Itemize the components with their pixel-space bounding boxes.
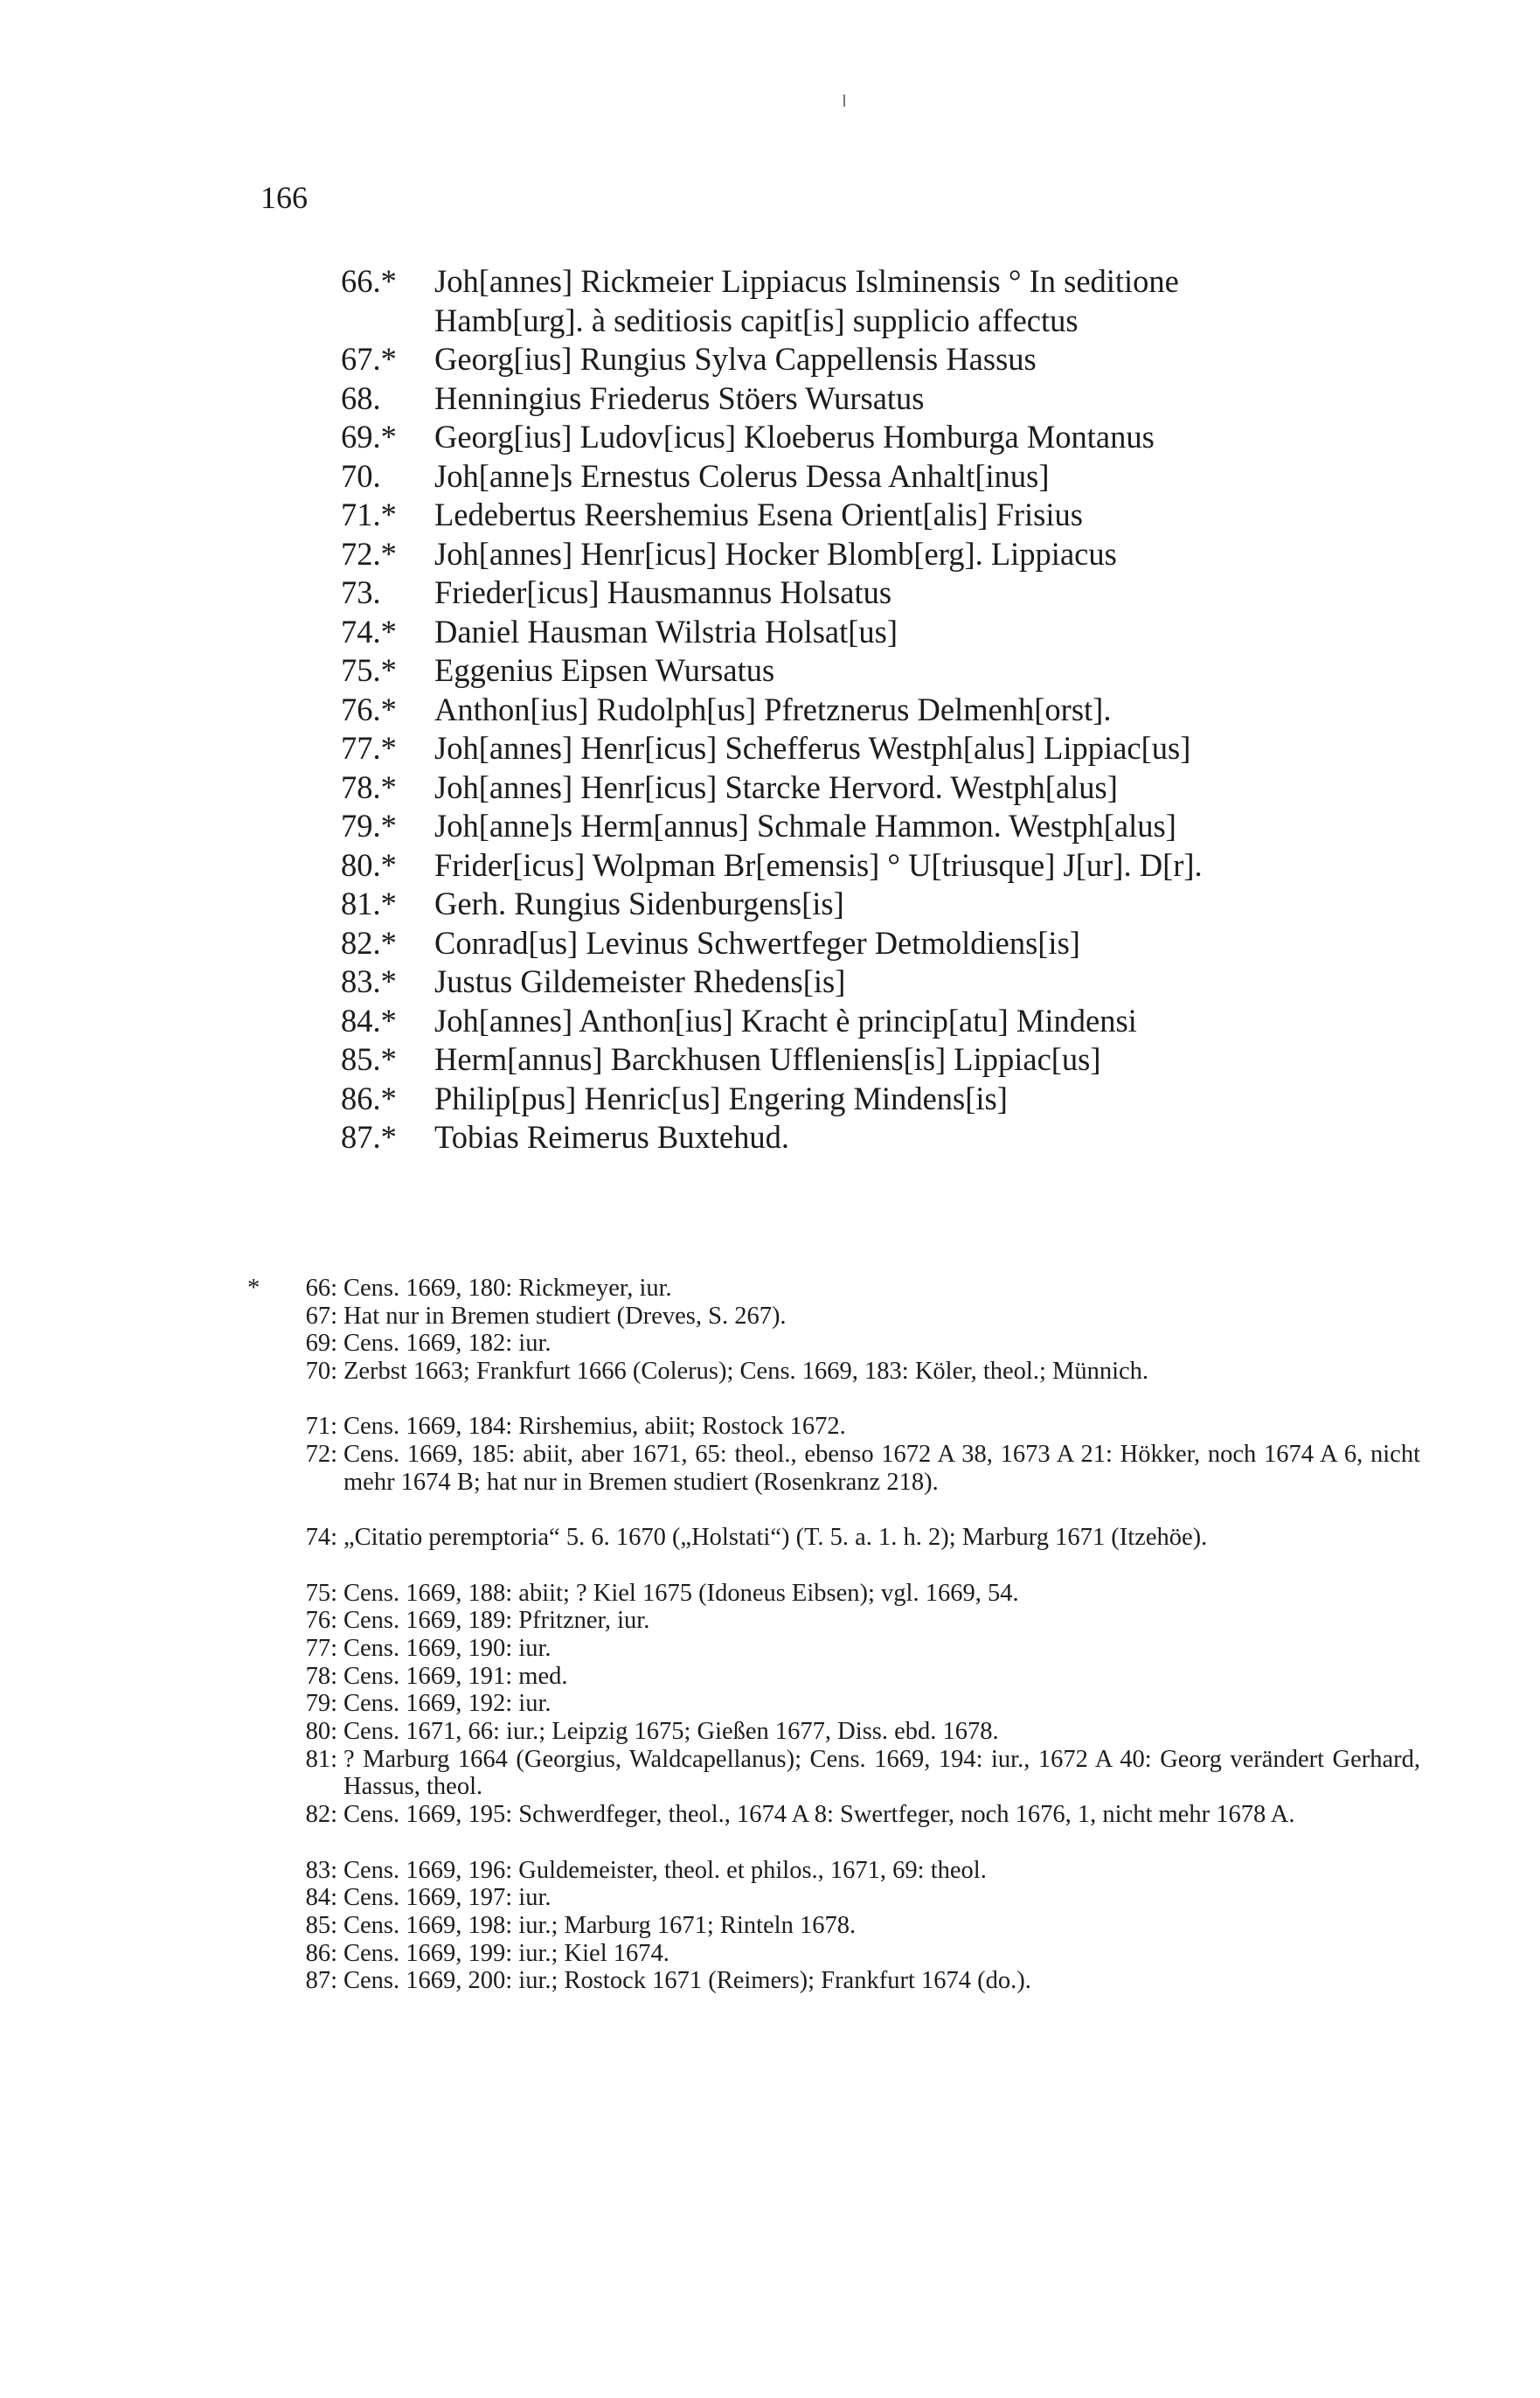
entry-line: Justus Gildemeister Rhedens[is] [434,963,846,999]
footnote [0,1801,1540,1856]
entry-line: Joh[annes] Rickmeier Lippiacus Islminensis ° In seditione [434,263,1179,299]
list-item [0,807,1540,846]
entry-text [434,457,1050,497]
footnote [0,1857,1540,1885]
footnote [0,1275,1540,1303]
footnote-text: Cens. 1669, 196: Guldemeister, theol. et philos., 1671, 69: theol. [343,1856,987,1884]
footnote-text: Cens. 1669, 184: Rirshemius, abiit; Rostock 1672. [343,1413,846,1441]
footnote-number: 76: [305,1607,337,1635]
footnote [0,1635,1540,1663]
entry-text [434,807,1176,846]
entry-number: 80.* [341,846,397,883]
list-item [0,573,1540,613]
entry-text [434,340,1037,379]
list-item [0,1040,1540,1080]
entry-text [434,573,891,613]
footnote [0,1413,1540,1441]
entry-line: Gerh. Rungius Sidenburgens[is] [434,886,844,921]
footnote-number: 77: [305,1635,337,1662]
footnote-number: 82: [305,1801,337,1829]
footnote [0,1967,1540,1995]
footnote-number: 81: [305,1745,337,1773]
entry-line: Herm[annus] Barckhusen Uffleniens[is] Lippiac[us] [434,1041,1101,1077]
entry-text [434,1118,789,1157]
list-item [0,1118,1540,1157]
footnote-text: Cens. 1669, 182: iur. [343,1330,551,1358]
entry-line: Frieder[icus] Hausmannus Holsatus [434,574,892,610]
entry-text [434,262,1179,340]
entry-text [434,379,925,419]
footnote-text: Cens. 1669, 199: iur.; Kiel 1674. [343,1939,669,1967]
footnote-number: 78: [305,1662,337,1690]
entry-number: 83.* [341,963,397,999]
entry-text [434,846,1203,886]
footnote [0,1358,1540,1413]
entry-number: 86.* [341,1080,397,1116]
entry-number: 72.* [341,535,397,572]
list-item [0,691,1540,730]
footnote-text: Cens. 1669, 192: iur. [343,1690,551,1718]
entry-text [434,1080,1008,1119]
footnote [0,1441,1540,1524]
entry-number: 81.* [341,886,397,921]
matriculation-list [0,262,1540,1157]
footnote-number: 85: [305,1911,337,1939]
list-item [0,768,1540,808]
footnote-number: 79: [305,1690,337,1718]
footnote [0,1663,1540,1691]
page-number: 166 [260,180,308,215]
entry-text [434,613,898,652]
footnote-number: 71: [305,1413,337,1441]
list-item [0,651,1540,691]
entry-number: 82.* [341,924,397,961]
entry-number: 77.* [341,730,397,766]
entry-text [434,691,1111,730]
footnote-number: 80: [305,1718,337,1746]
footnote-text: Cens. 1669, 198: iur.; Marburg 1671; Rinteln 1678. [343,1911,857,1939]
footnote-number: 69: [305,1330,337,1358]
list-item [0,340,1540,379]
footnote-text: Cens. 1669, 185: abiit, aber 1671, 65: theol., ebenso 1672 A 38, 1673 A 21: Hökker, noch 1674 A 6, nicht mehr 1674 B; hat nur in Bremen studiert (Rosenkranz 218). [343,1441,1420,1496]
footnote-text: Cens. 1669, 200: iur.; Rostock 1671 (Reimers); Frankfurt 1674 (do.). [343,1967,1031,1995]
footnote-text: Hat nur in Bremen studiert (Dreves, S. 267). [343,1302,787,1330]
list-item [0,457,1540,497]
footnote-text: Cens. 1669, 189: Pfritzner, iur. [343,1607,650,1635]
entry-text [434,924,1080,963]
list-item [0,846,1540,886]
list-item [0,885,1540,924]
footnote-text: Zerbst 1663; Frankfurt 1666 (Colerus); Cens. 1669, 183: Köler, theol.; Münnich. [343,1358,1149,1386]
entry-line: Philip[pus] Henric[us] Engering Mindens[is] [434,1080,1008,1116]
entry-line: Joh[annes] Anthon[ius] Kracht è princip[atu] Mindensi [434,1002,1137,1039]
list-item [0,1002,1540,1041]
entry-line: Joh[annes] Henr[icus] Schefferus Westph[alus] Lippiac[us] [434,730,1191,766]
footnote-number: 86: [305,1939,337,1967]
footnote-text: Cens. 1671, 66: iur.; Leipzig 1675; Gießen 1677, Diss. ebd. 1678. [343,1718,999,1746]
footnote [0,1746,1540,1801]
footnote-text: „Citatio peremptoria“ 5. 6. 1670 („Holstati“) (T. 5. a. 1. h. 2); Marburg 1671 (Itzehöe). [343,1524,1208,1552]
footnote-text: Cens. 1669, 188: abiit; ? Kiel 1675 (Idoneus Eibsen); vgl. 1669, 54. [343,1579,1019,1607]
list-item [0,418,1540,457]
entry-number: 87.* [341,1119,397,1155]
footnote-number: 83: [305,1856,337,1884]
entry-line: Hamb[urg]. à seditiosis capit[is] supplicio affectus [434,302,1079,338]
entry-number: 70. [341,457,381,494]
list-item [0,262,1540,340]
entry-number: 76.* [341,691,397,727]
entry-line: Joh[anne]s Ernestus Colerus Dessa Anhalt[inus] [434,457,1050,494]
footnotes [0,1275,1540,1995]
entry-line: Tobias Reimerus Buxtehud. [434,1119,789,1155]
footnote [0,1912,1540,1940]
entry-text [434,418,1155,457]
footnote-text: Cens. 1669, 191: med. [343,1662,568,1690]
entry-number: 71.* [341,497,397,532]
footnote-text: Cens. 1669, 180: Rickmeyer, iur. [343,1275,672,1302]
entry-text [434,885,844,924]
entry-line: Georg[ius] Rungius Sylva Cappellensis Hassus [434,341,1037,377]
list-item [0,924,1540,963]
entry-line: Joh[annes] Henr[icus] Starcke Hervord. Westph[alus] [434,768,1118,805]
header-tick-mark [843,94,845,107]
footnote-number: 75: [305,1579,337,1607]
footnote-number: 66: [305,1275,337,1302]
entry-number: 73. [341,574,381,610]
entry-number: 79.* [341,808,397,844]
entry-text [434,535,1117,574]
list-item [0,535,1540,574]
footnote [0,1607,1540,1635]
entry-number: 66.* [341,263,397,299]
footnote [0,1884,1540,1912]
entry-number: 67.* [341,341,397,377]
footnote-marker: * [247,1275,260,1302]
footnote [0,1690,1540,1718]
entry-line: Conrad[us] Levinus Schwertfeger Detmoldiens[is] [434,924,1080,961]
entry-line: Eggenius Eipsen Wursatus [434,652,775,688]
entry-text [434,963,845,1002]
footnote-number: 87: [305,1967,337,1995]
footnote-number: 67: [305,1302,337,1330]
entry-text [434,651,774,691]
footnote-number: 72: [305,1441,337,1469]
entry-text [434,1040,1101,1080]
list-item [0,1080,1540,1119]
entry-line: Ledebertus Reershemius Esena Orient[alis] Frisius [434,497,1083,532]
footnote [0,1303,1540,1331]
list-item [0,729,1540,768]
entry-number: 84.* [341,1002,397,1039]
entry-number: 74.* [341,613,397,650]
footnote-text: Cens. 1669, 195: Schwerdfeger, theol., 1674 A 8: Swertfeger, noch 1676, 1, nicht mehr 1678 A. [343,1801,1295,1829]
list-item [0,379,1540,419]
footnote-number: 74: [305,1524,337,1552]
footnote-number: 70: [305,1358,337,1386]
entry-line: Henningius Friederus Stöers Wursatus [434,379,925,416]
entry-line: Georg[ius] Ludov[icus] Kloeberus Homburga Montanus [434,419,1155,455]
footnote [0,1330,1540,1358]
footnote [0,1524,1540,1579]
entry-text [434,768,1118,808]
footnote [0,1940,1540,1968]
entry-line: Frider[icus] Wolpman Br[emensis] ° U[triusque] J[ur]. D[r]. [434,846,1203,883]
footnote-text: Cens. 1669, 190: iur. [343,1635,551,1662]
entry-text [434,496,1083,535]
entry-line: Joh[annes] Henr[icus] Hocker Blomb[erg]. Lippiacus [434,535,1117,572]
entry-number: 69.* [341,419,397,455]
entry-text [434,1002,1137,1041]
footnote-number: 84: [305,1884,337,1912]
entry-line: Anthon[ius] Rudolph[us] Pfretznerus Delmenh[orst]. [434,691,1112,727]
footnote [0,1580,1540,1608]
list-item [0,496,1540,535]
footnote [0,1718,1540,1746]
entry-number: 75.* [341,652,397,688]
footnote-text: ? Marburg 1664 (Georgius, Waldcapellanus); Cens. 1669, 194: iur., 1672 A 40: Georg verändert Gerhard, Hassus, theol. [343,1745,1420,1801]
entry-number: 78.* [341,768,397,805]
entry-text [434,729,1190,768]
entry-line: Joh[anne]s Herm[annus] Schmale Hammon. Westph[alus] [434,808,1176,844]
list-item [0,963,1540,1002]
entry-number: 85.* [341,1041,397,1077]
footnote-text: Cens. 1669, 197: iur. [343,1884,551,1912]
list-item [0,613,1540,652]
entry-number: 68. [341,379,381,416]
entry-line: Daniel Hausman Wilstria Holsat[us] [434,613,898,650]
